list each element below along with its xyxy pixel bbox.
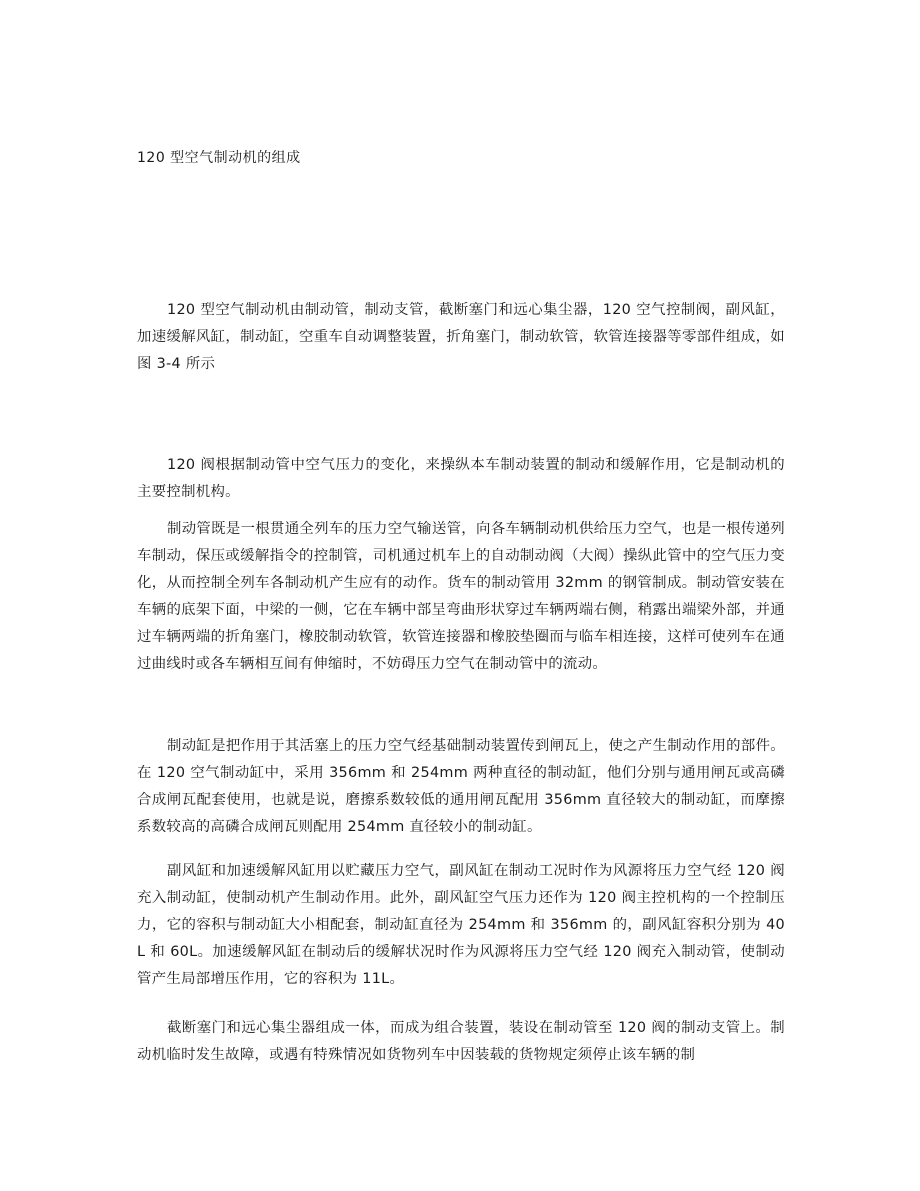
paragraph-reservoirs: 副风缸和加速缓解风缸用以贮藏压力空气，副风缸在制动工况时作为风源将压力空气经 120 阀充入制动缸，使制动机产生制动作用。此外，副风缸空气压力还作为 120 阀主控机构的一个控制压力，它的容积与制动缸大小相配套，制动缸直径为 254mm 和 356mm 的，副风缸容积分别为 40L 和 60L。加速缓解风缸在制动后的缓解状况时作为风源将压力空气经 120 阀充入制动管，使制动管产生局部增压作用，它的容积为 11L。	[137, 863, 785, 987]
document-title: 120 型空气制动机的组成	[137, 150, 301, 166]
paragraph-brake-pipe: 制动管既是一根贯通全列车的压力空气输送管，向各车辆制动机供给压力空气，也是一根传递列车制动，保压或缓解指令的控制管，司机通过机车上的自动制动阀（大阀）操纵此管中的空气压力变化，从而控制全列车各制动机产生应有的动作。货车的制动管用 32mm 的钢管制成。制动管安装在车辆的底架下面，中梁的一侧，它在车辆中部呈弯曲形状穿过车辆两端右侧，稍露出端梁外部，并通过车辆两端的折角塞门，橡胶制动软管，软管连接器和橡胶垫圈而与临车相连接，这样可使列车在通过曲线时或各车辆相互间有伸缩时，不妨碍压力空气在制动管中的流动。	[137, 521, 785, 672]
paragraph-control-valve: 120 阀根据制动管中空气压力的变化，来操纵本车制动装置的制动和缓解作用，它是制动机的主要控制机构。	[137, 457, 785, 500]
paragraph-brake-cylinder: 制动缸是把作用于其活塞上的压力空气经基础制动装置传到闸瓦上，使之产生制动作用的部件。在 120 空气制动缸中，采用 356mm 和 254mm 两种直径的制动缸，他们分别与通用闸瓦或高磷合成闸瓦配套使用，也就是说，磨擦系数较低的通用闸瓦配用 356mm 直径较大的制动缸，而摩擦系数较高的高磷合成闸瓦则配用 254mm 直径较小的制动缸。	[137, 738, 785, 835]
paragraph-composition: 120 型空气制动机由制动管，制动支管，截断塞门和远心集尘器，120 空气控制阀，副风缸，加速缓解风缸，制动缸，空重车自动调整装置，折角塞门，制动软管，软管连接器等零部件组成，如图 3-4 所示	[137, 302, 785, 372]
paragraph-cutout-cock: 截断塞门和远心集尘器组成一体，而成为组合装置，装设在制动管至 120 阀的制动支管上。制动机临时发生故障，或遇有特殊情况如货物列车中因装载的货物规定须停止该车辆的制	[137, 1020, 785, 1063]
